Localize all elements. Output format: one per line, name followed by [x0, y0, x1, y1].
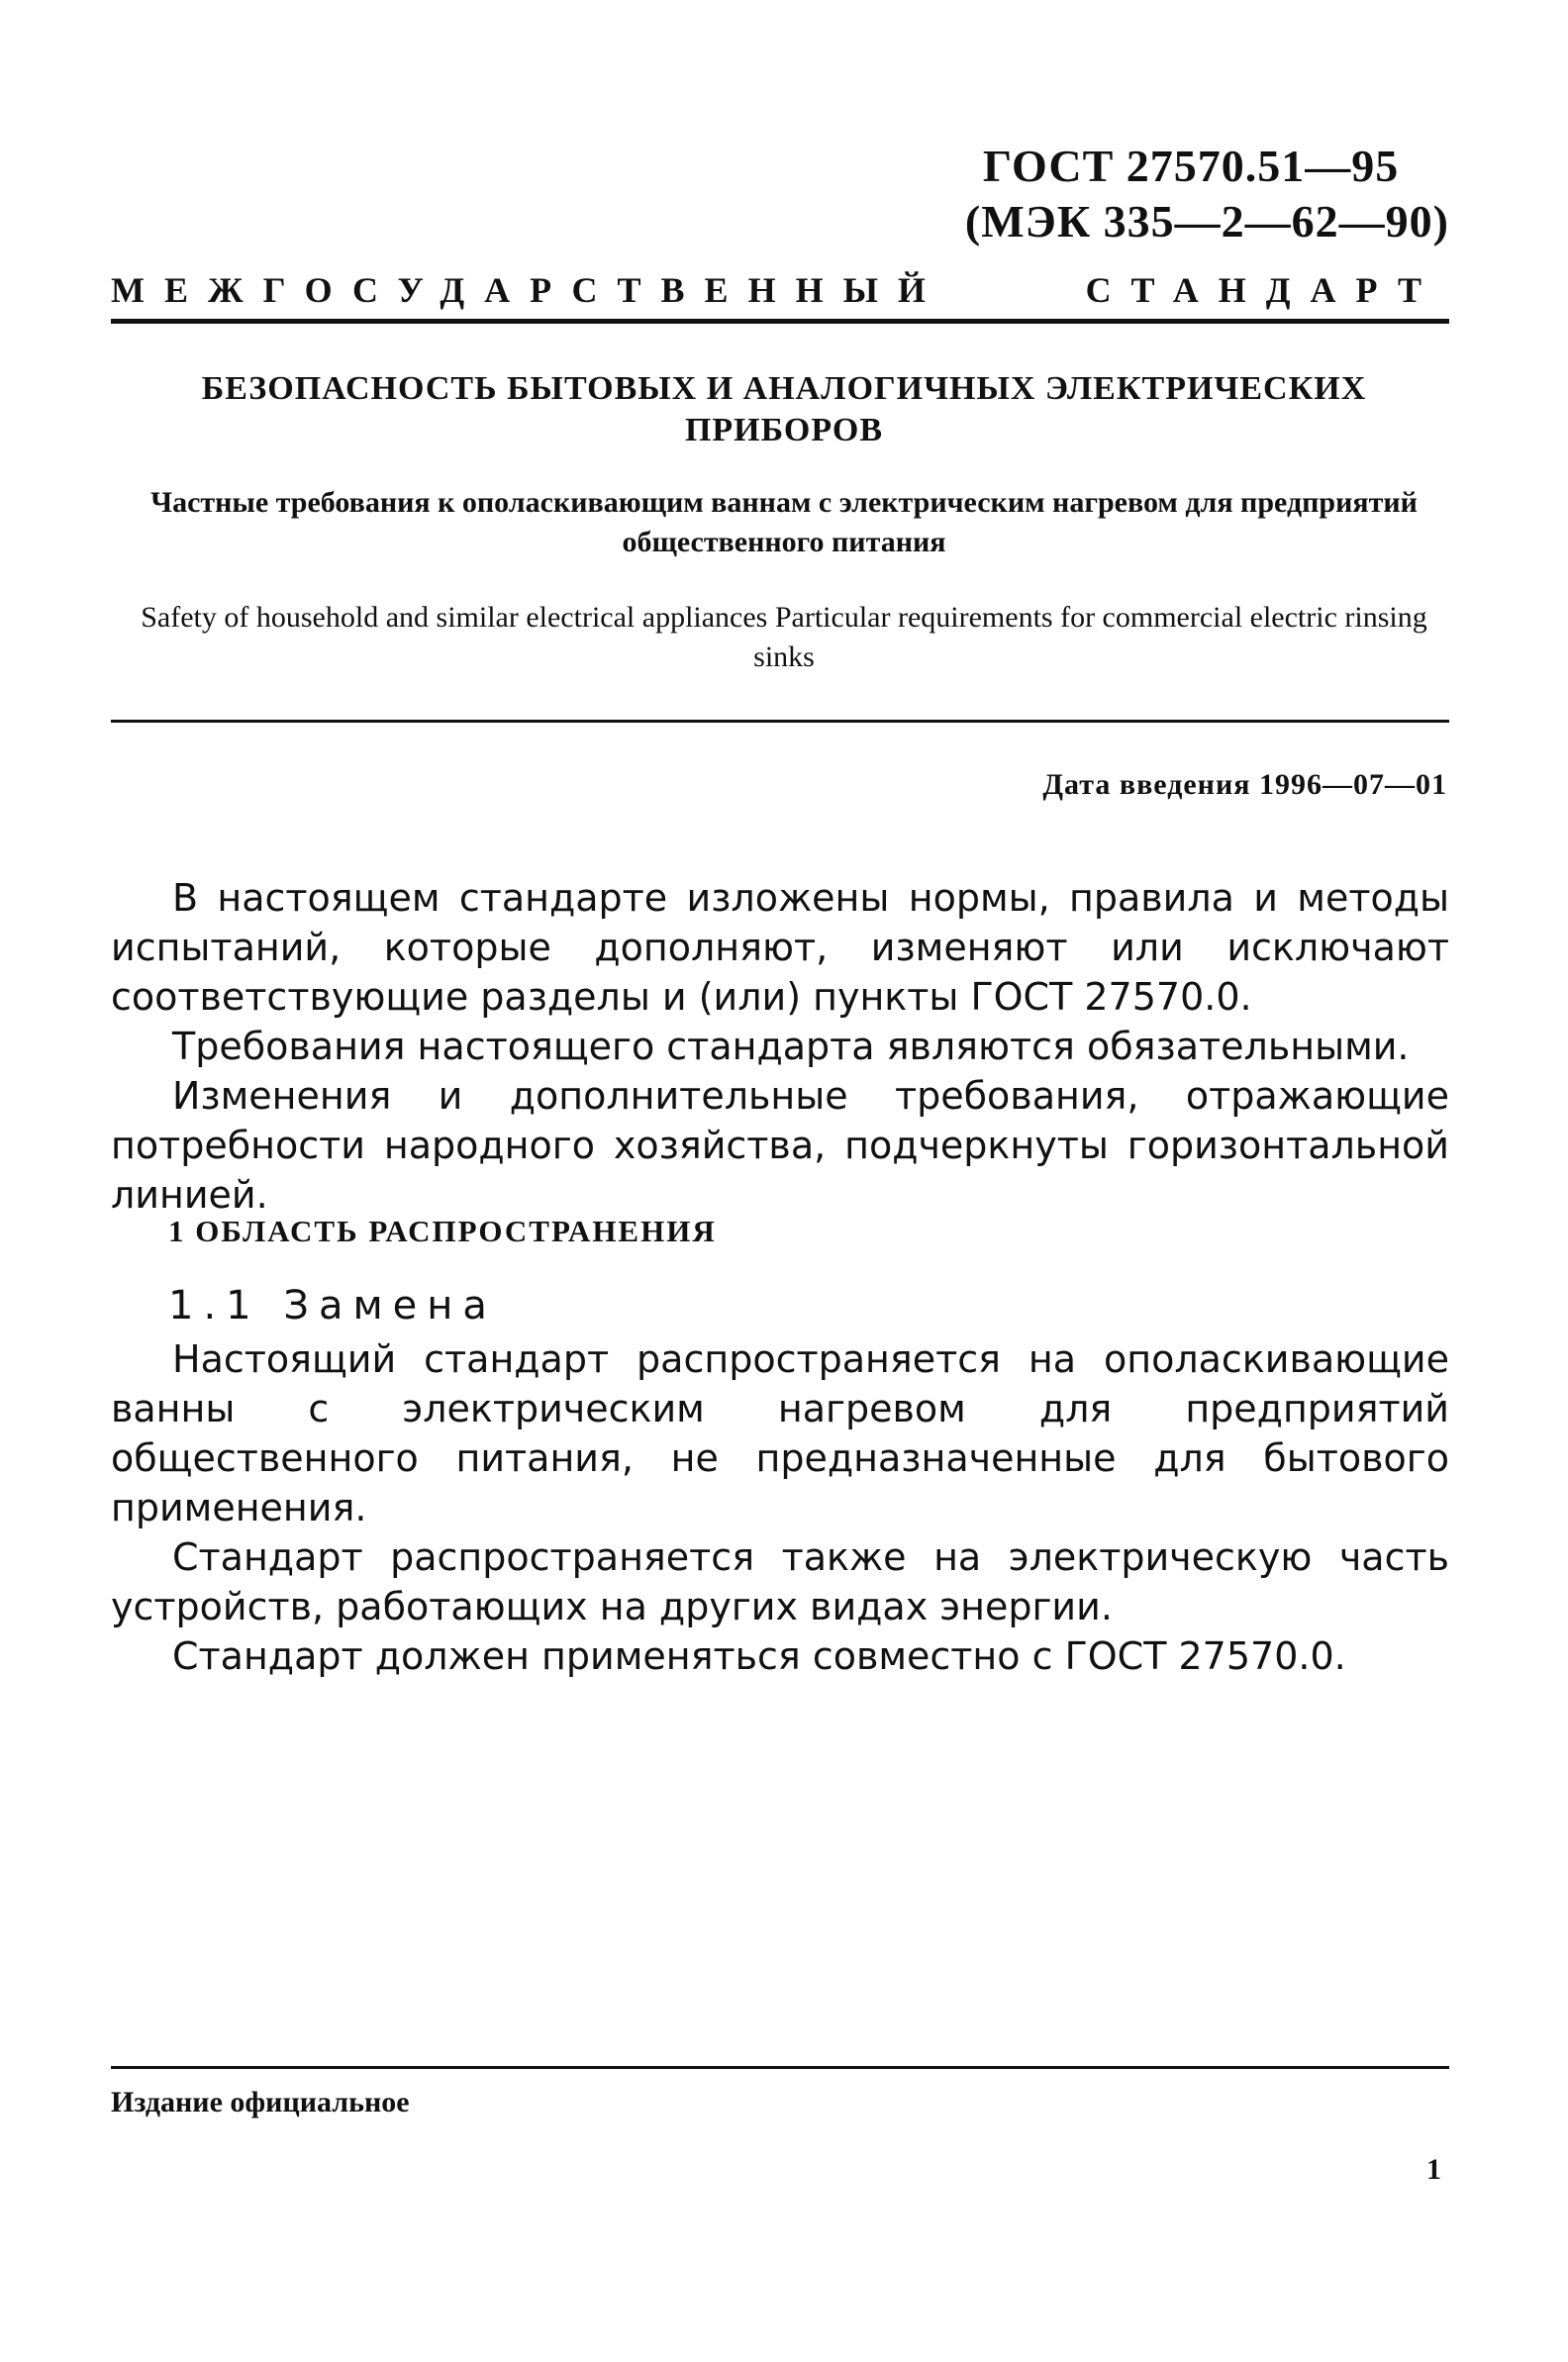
page-number: 1 [1426, 2153, 1441, 2186]
clause-text [111, 1334, 1449, 1681]
section-heading: 1 ОБЛАСТЬ РАСПРОСТРАНЕНИЯ [168, 1214, 717, 1248]
clause-heading: 1.1 Замена [168, 1283, 497, 1329]
clause-paragraph: Настоящий стандарт распространяется на ополаскивающие ванны с электрическим нагревом для предприятий общественного питания, не предназначенные для бытового применения. [111, 1337, 1449, 1529]
interstate-word-1: МЕЖГОСУДАРСТВЕННЫЙ [111, 270, 945, 310]
intro-paragraph: Изменения и дополнительные требования, отражающие потребности народного хозяйства, подчеркнуты горизонтальной линией. [111, 1074, 1449, 1217]
document-title: БЕЗОПАСНОСТЬ БЫТОВЫХ И АНАЛОГИЧНЫХ ЭЛЕКТРИЧЕСКИХ ПРИБОРОВ [201, 370, 1367, 448]
interstate-word-2: СТАНДАРТ [1085, 270, 1441, 310]
footer-rule [111, 2066, 1449, 2069]
standard-codes [964, 139, 1449, 249]
subtitle-russian: Частные требования к ополаскивающим ваннам с электрическим нагревом для предприятий общественного питания [150, 486, 1418, 558]
clause-paragraph: Стандарт распространяется также на электрическую часть устройств, работающих на других видах энергии. [111, 1535, 1449, 1628]
edition-note: Издание официальное [111, 2086, 410, 2118]
introduction-text [111, 873, 1449, 1220]
title-rule [111, 720, 1449, 723]
gost-code: ГОСТ 27570.51—95 [982, 141, 1400, 191]
intro-paragraph: Требования настоящего стандарта являются обязательными. [172, 1025, 1410, 1068]
subtitle-english: Safety of household and similar electrical appliances Particular requirements for commercial electric rinsing sinks [141, 601, 1427, 673]
intro-paragraph: В настоящем стандарте изложены нормы, правила и методы испытаний, которые дополняют, изменяют или исключают соответствующие разделы и (или) пункты ГОСТ 27570.0. [111, 876, 1449, 1019]
iec-code: (МЭК 335—2—62—90) [964, 196, 1449, 246]
clause-paragraph: Стандарт должен применяться совместно с ГОСТ 27570.0. [172, 1634, 1346, 1678]
interstate-standard-label [111, 269, 1441, 311]
introduction-date: Дата введения 1996—07—01 [1042, 768, 1447, 801]
header-rule [111, 319, 1449, 324]
